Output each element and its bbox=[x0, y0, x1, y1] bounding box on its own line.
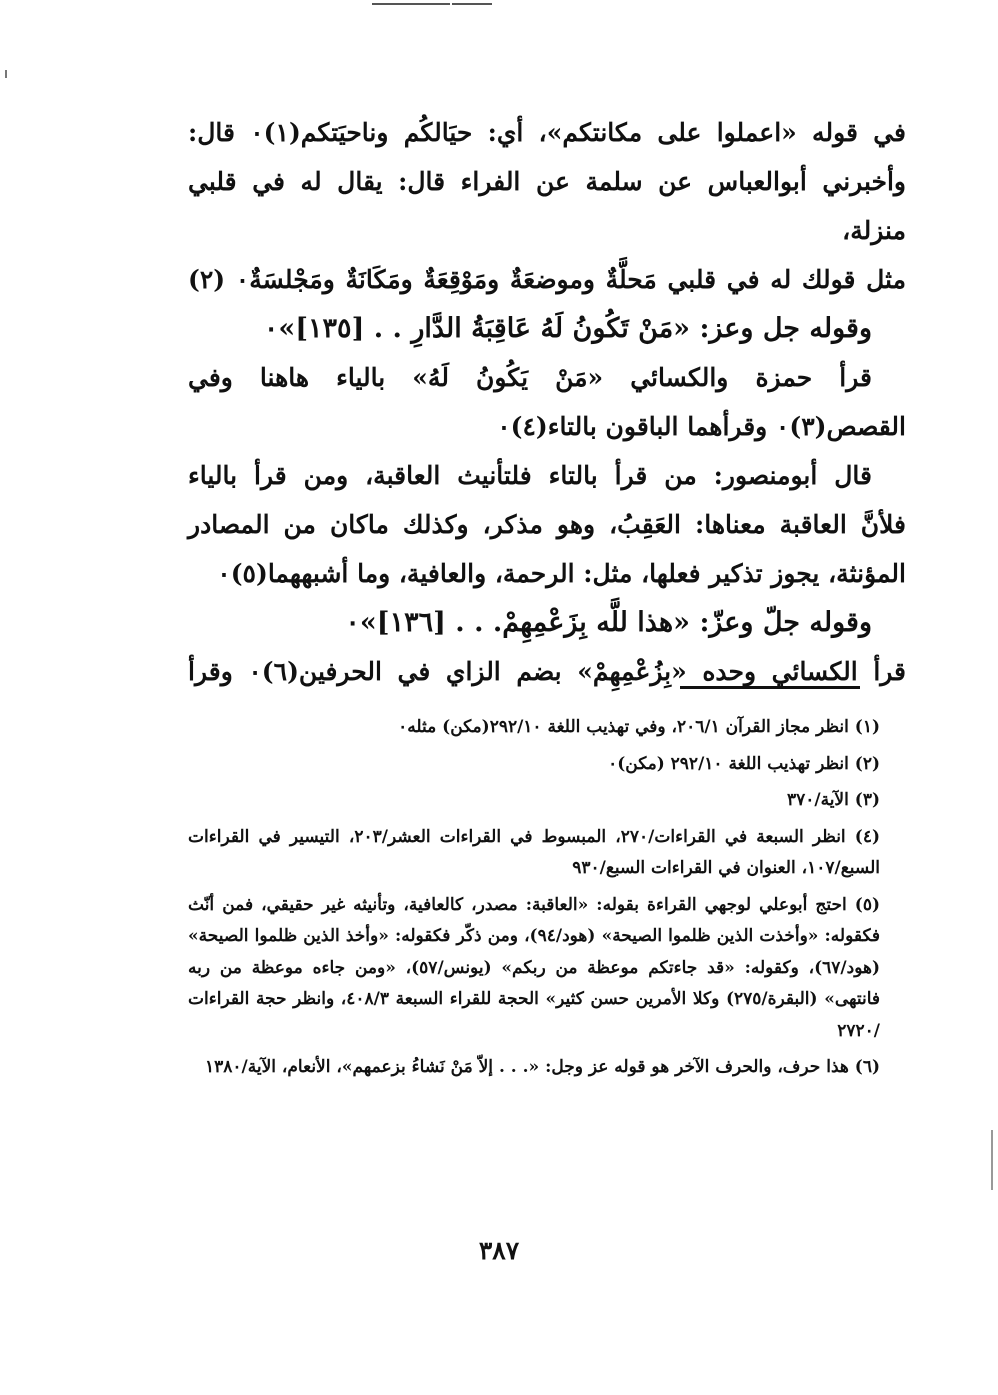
page-number: ٣٨٧ bbox=[478, 1236, 520, 1265]
text-line: وأخبرني أبوالعباس عن سلمة عن الفراء قال: يقال له في قلبي منزلة، bbox=[188, 167, 906, 245]
main-text-block bbox=[188, 108, 906, 696]
text-line: قرأ حمزة والكسائي «مَنْ يَكُونُ لَهُ» بالياء هاهنا وفي bbox=[188, 363, 872, 392]
margin-mark bbox=[991, 1130, 993, 1190]
margin-mark bbox=[5, 70, 7, 78]
top-edge-line bbox=[452, 3, 492, 5]
text-line: في قوله «اعملوا على مكانتكم»، أي: حيَالكُم وناحيَتكم(١)٠ قال: bbox=[188, 118, 906, 147]
text-line: مثل قولك له في قلبي مَحلَّةٌ وموضعَةٌ ومَوْقِعَةٌ ومَكَانَةٌ ومَجْلسَةٌ٠ (٢) bbox=[188, 265, 906, 294]
footnote-separator bbox=[680, 686, 860, 689]
footnote: (٥) احتج أبوعلي لوجهي القراءة بقوله: «العاقبة: مصدر، كالعافية، وتأنيثه غير حقيقي، فمن أنّث فكقوله: «وأخذت الذين ظلموا الصيحة» (هود/٩٤)، ومن ذكّر فكقوله: «وأخذ الذين ظلموا الصيحة» (هود/٦٧)، وكقوله: «قد جاءتكم موعظة من ربكم» (يونس/٥٧)، «ومن جاءه موعظة من ربه فانتهى» (البقرة/٢٧٥) وكلا الأمرين حسن كثير» الحجة للقراء السبعة ٤٠٨/٣، وانظر حجة القراءات /٢٧٢٠ bbox=[188, 894, 880, 1041]
text-line: فلأنَّ العاقبة معناها: العَقِبُ، وهو مذكر، وكذلك ماكان من المصادر bbox=[188, 510, 906, 539]
footnote: (٦) هذا حرف، والحرف الآخر هو قوله عز وجل: «. . . إلاّ مَنْ نَشاءُ بزعمهم»، الأنعام، الآية/١٣٨٠ bbox=[205, 1057, 880, 1077]
verse-line: وقوله جلّ وعزّ: «هذا للَّه بِزَعْمِهِمْ. . . [١٣٦]»٠ bbox=[345, 607, 872, 638]
text-line: المؤنثة، يجوز تذكير فعلها، مثل: الرحمة، والعافية، وما أشبههما(٥)٠ bbox=[217, 559, 906, 588]
footnote: (١) انظر مجاز القرآن ٢٠٦/١، وفي تهذيب اللغة ٢٩٢/١٠(مكن) مثله٠ bbox=[398, 717, 880, 737]
footnote: (٤) انظر السبعة في القراءات/٢٧٠، المبسوط في القراءات العشر/٢٠٣، التيسير في القراءات السبع/١٠٧، العنوان في القراءات السبع/٩٣٠ bbox=[188, 826, 881, 878]
footnotes-block bbox=[188, 712, 880, 1089]
text-line: قرأ الكسائي وحده «بِزُعْمِهِمْ» بضم الزاي في الحرفين(٦)٠ وقرأ bbox=[188, 657, 907, 686]
footnote: (٣) الآية/٣٧٠ bbox=[786, 790, 880, 810]
text-line: قال أبومنصور: من قرأ بالتاء فلتأنيث العاقبة، ومن قرأ بالياء bbox=[188, 461, 872, 490]
verse-line: وقوله جل وعز: «مَنْ تَكُونُ لَهُ عَاقِبَةُ الدَّارِ . . [١٣٥]»٠ bbox=[263, 313, 872, 344]
footnote: (٢) انظر تهذيب اللغة ٢٩٢/١٠ (مكن)٠ bbox=[608, 753, 880, 774]
text-line: القصص(٣)٠ وقرأهما الباقون بالتاء(٤)٠ bbox=[497, 412, 906, 441]
top-edge-line bbox=[372, 3, 450, 5]
